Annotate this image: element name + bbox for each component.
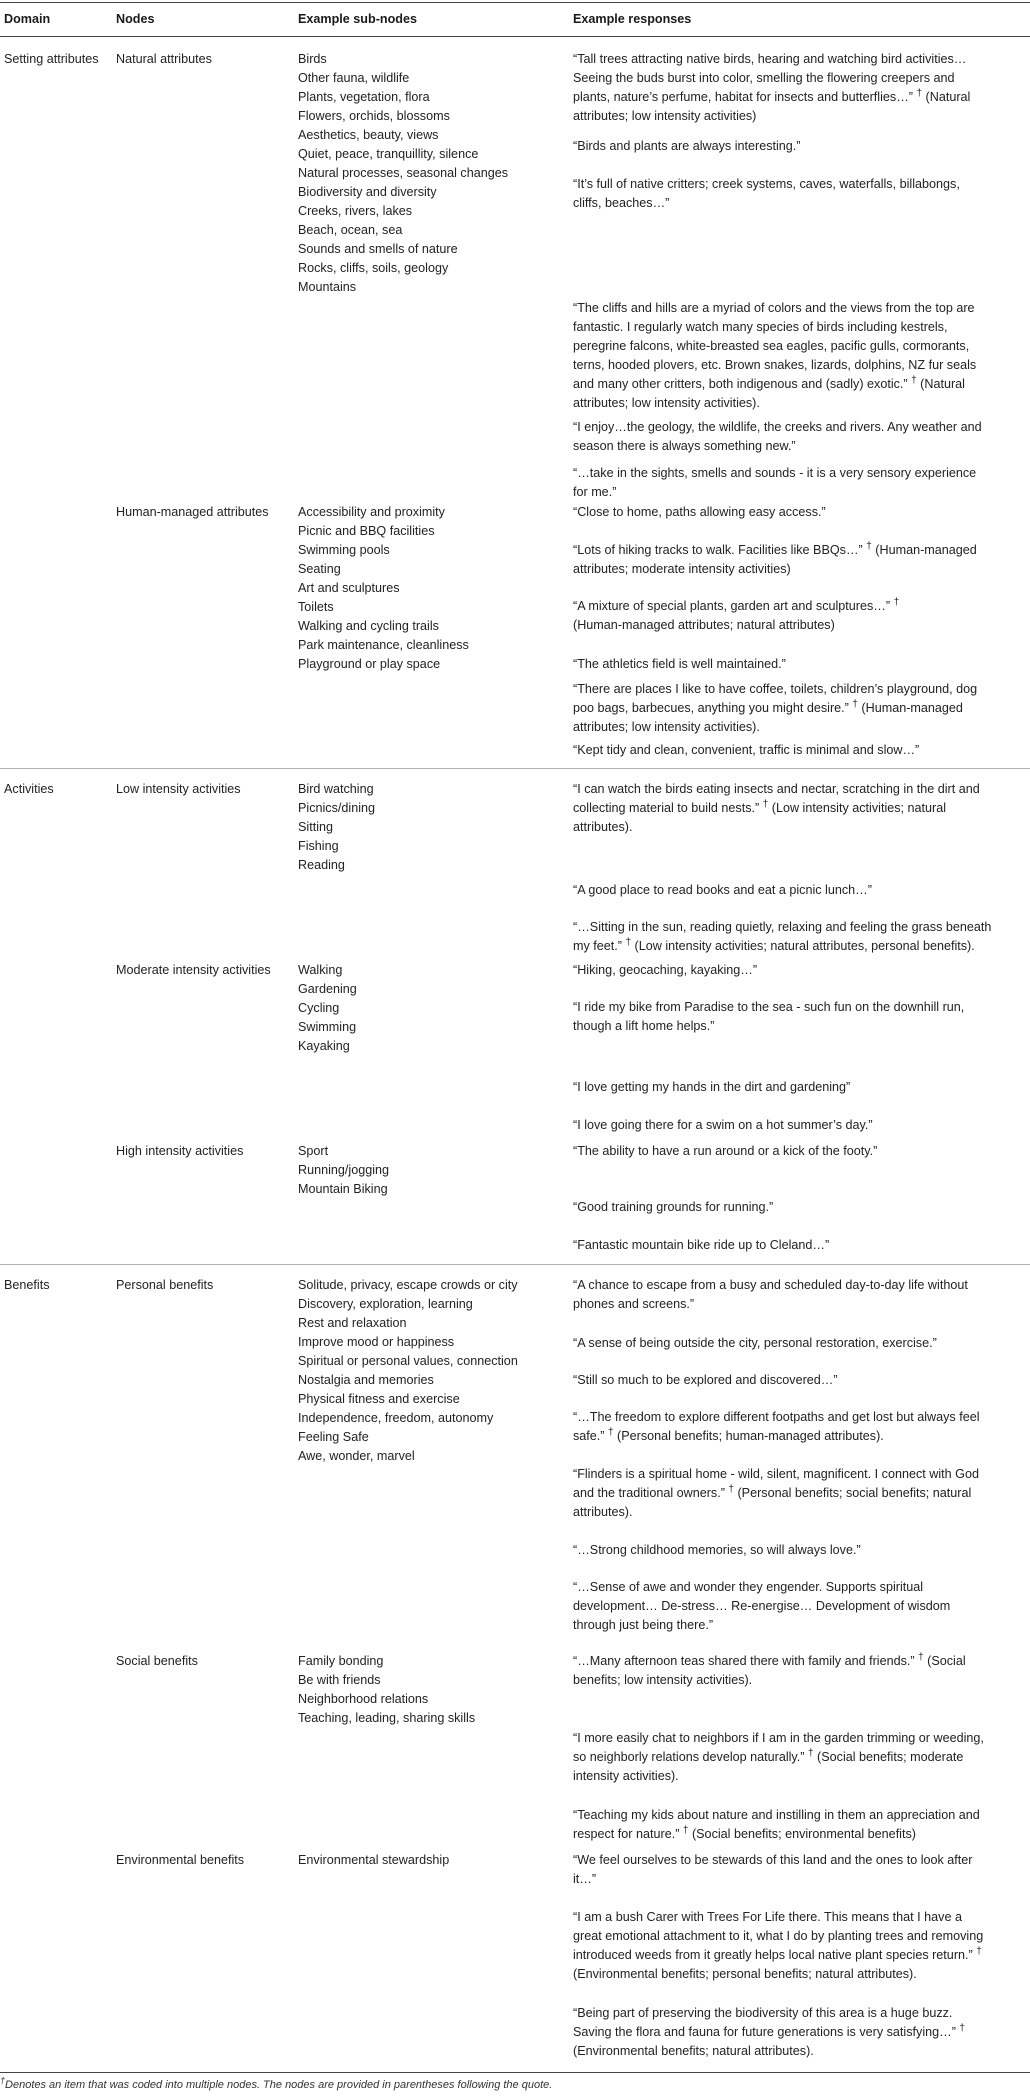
quote-line: poo bags, barbecues, anything you might desire.” † (Human-managed bbox=[573, 698, 963, 715]
response-quote bbox=[573, 50, 970, 126]
subnode-item: Improve mood or happiness bbox=[298, 1335, 455, 1349]
quote-line: intensity activities). bbox=[573, 1769, 679, 1783]
subnode-item: Flowers, orchids, blossoms bbox=[298, 109, 450, 123]
quote-line: “We feel ourselves to be stewards of this land and the ones to look after bbox=[573, 1853, 973, 1867]
header-domain: Domain bbox=[4, 12, 51, 26]
response-quote bbox=[573, 1116, 873, 1135]
quote-line: (Environmental benefits; personal benefits; natural attributes). bbox=[573, 1967, 917, 1981]
quote-line: benefits; low intensity activities). bbox=[573, 1673, 753, 1687]
response-quote bbox=[573, 541, 977, 579]
subnode-item: Plants, vegetation, flora bbox=[298, 90, 430, 104]
quote-line: attributes; low intensity activities). bbox=[573, 396, 760, 410]
response-quote bbox=[573, 780, 980, 837]
subnode-item: Running/jogging bbox=[298, 1163, 390, 1177]
quote-line: fantastic. I regularly watch many species of birds including kestrels, bbox=[573, 320, 948, 334]
header-bottom-rule bbox=[0, 36, 1030, 37]
subnode-item: Rocks, cliffs, soils, geology bbox=[298, 261, 449, 275]
subnode-item: Toilets bbox=[298, 600, 334, 614]
response-quote bbox=[573, 1408, 980, 1446]
quote-line: “I enjoy…the geology, the wildlife, the creeks and rivers. Any weather and bbox=[573, 420, 982, 434]
subnode-item: Swimming pools bbox=[298, 543, 390, 557]
subnode-item: Fishing bbox=[298, 839, 339, 853]
response-quote bbox=[573, 1236, 829, 1255]
response-quote bbox=[573, 299, 976, 413]
quote-line: “The ability to have a run around or a kick of the footy.” bbox=[573, 1144, 878, 1158]
subnode-item: Other fauna, wildlife bbox=[298, 71, 410, 85]
table-bottom-rule bbox=[0, 2072, 1030, 2073]
subnodes-list bbox=[298, 50, 508, 297]
subnode-item: Bird watching bbox=[298, 782, 374, 796]
response-quote bbox=[573, 961, 757, 980]
node-personal-benefits: Personal benefits bbox=[116, 1278, 214, 1292]
quote-line: “The athletics field is well maintained.” bbox=[573, 657, 786, 671]
subnode-item: Sitting bbox=[298, 820, 334, 834]
subnode-item: Creeks, rivers, lakes bbox=[298, 204, 413, 218]
quote-line: “Kept tidy and clean, convenient, traffic is minimal and slow…” bbox=[573, 743, 920, 757]
quote-line: plants, nature’s perfume, habitat for insects and butterflies…” † (Natural bbox=[573, 87, 971, 104]
quote-line: “…Many afternoon teas shared there with family and friends.” † (Social bbox=[573, 1651, 966, 1668]
response-quote bbox=[573, 1806, 980, 1844]
quote-line: and many other critters, both indigenous and (sadly) exotic.” † (Natural bbox=[573, 374, 965, 391]
response-quote bbox=[573, 1371, 838, 1390]
quote-line: “There are places I like to have coffee, toilets, children’s playground, dog bbox=[573, 682, 978, 696]
quote-line: so neighborly relations develop naturally.” † (Social benefits; moderate bbox=[573, 1747, 964, 1764]
quote-line: great emotional attachment to it, what I do by planting trees and removing bbox=[573, 1929, 984, 1943]
quote-line: season there is always something new.” bbox=[573, 439, 796, 453]
response-quote bbox=[573, 1541, 861, 1560]
subnode-item: Natural processes, seasonal changes bbox=[298, 166, 509, 180]
quote-line: for me.” bbox=[573, 485, 617, 499]
quote-line: though a lift home helps.” bbox=[573, 1019, 715, 1033]
subnode-item: Be with friends bbox=[298, 1673, 381, 1687]
subnode-item: Neighborhood relations bbox=[298, 1692, 429, 1706]
subnode-item: Picnic and BBQ facilities bbox=[298, 524, 435, 538]
quote-line: “A chance to escape from a busy and scheduled day-to-day life without bbox=[573, 1278, 968, 1292]
subnodes-list bbox=[298, 780, 375, 875]
quote-line: “Teaching my kids about nature and instilling in them an appreciation and bbox=[573, 1808, 980, 1822]
subnode-item: Awe, wonder, marvel bbox=[298, 1449, 415, 1463]
response-quote bbox=[573, 1142, 877, 1161]
subnode-item: Accessibility and proximity bbox=[298, 505, 445, 519]
quote-line: (Human-managed attributes; natural attributes) bbox=[573, 618, 835, 632]
quote-line: “Fantastic mountain bike ride up to Cleland…” bbox=[573, 1238, 830, 1252]
domain-setting-attributes: Setting attributes bbox=[4, 52, 99, 66]
subnode-item: Reading bbox=[298, 858, 345, 872]
response-quote bbox=[573, 998, 964, 1036]
node-high-intensity-activities: High intensity activities bbox=[116, 1144, 244, 1158]
response-quote bbox=[573, 1578, 950, 1635]
quote-line: “I ride my bike from Paradise to the sea - such fun on the downhill run, bbox=[573, 1000, 965, 1014]
quote-line: collecting material to build nests.” † (Low intensity activities; natural bbox=[573, 798, 947, 815]
quote-line: “The cliffs and hills are a myriad of colors and the views from the top are bbox=[573, 301, 975, 315]
quote-line: “I love going there for a swim on a hot summer’s day.” bbox=[573, 1118, 873, 1132]
response-quote bbox=[573, 1851, 973, 1889]
subnode-item: Nostalgia and memories bbox=[298, 1373, 434, 1387]
subnode-item: Birds bbox=[298, 52, 327, 66]
quote-line: terns, hooded plovers, etc. Brown snakes, lizards, dolphins, NZ fur seals bbox=[573, 358, 977, 372]
header-subnodes: Example sub-nodes bbox=[298, 12, 417, 26]
subnode-item: Quiet, peace, tranquillity, silence bbox=[298, 147, 479, 161]
quote-line: “I love getting my hands in the dirt and gardening” bbox=[573, 1080, 851, 1094]
subnodes-list bbox=[298, 961, 357, 1056]
subnode-item: Playground or play space bbox=[298, 657, 441, 671]
subnode-item: Mountains bbox=[298, 280, 357, 294]
subnode-item: Environmental stewardship bbox=[298, 1853, 450, 1867]
response-quote bbox=[573, 1078, 850, 1097]
quote-line: “Hiking, geocaching, kayaking…” bbox=[573, 963, 758, 977]
quote-line: “…Strong childhood memories, so will always love.” bbox=[573, 1543, 861, 1557]
quote-line: phones and screens.” bbox=[573, 1297, 695, 1311]
quote-line: through just being there.” bbox=[573, 1618, 714, 1632]
subnodes-list bbox=[298, 503, 469, 674]
quote-line: “Close to home, paths allowing easy access.” bbox=[573, 505, 826, 519]
quote-line: cliffs, beaches…” bbox=[573, 196, 670, 210]
subnodes-list bbox=[298, 1142, 389, 1199]
response-quote bbox=[573, 1652, 966, 1690]
subnode-item: Cycling bbox=[298, 1001, 340, 1015]
subnode-item: Spiritual or personal values, connection bbox=[298, 1354, 518, 1368]
subnode-item: Family bonding bbox=[298, 1654, 384, 1668]
response-quote bbox=[573, 655, 786, 674]
response-quote bbox=[573, 1729, 984, 1786]
footnote: †Denotes an item that was coded into multiple nodes. The nodes are provided in parentheses following the quote. bbox=[0, 2075, 553, 2091]
subnode-item: Seating bbox=[298, 562, 341, 576]
response-quote bbox=[573, 741, 919, 760]
subnode-item: Beach, ocean, sea bbox=[298, 223, 403, 237]
response-quote bbox=[573, 881, 872, 900]
quote-line: attributes). bbox=[573, 1505, 633, 1519]
node-environmental-benefits: Environmental benefits bbox=[116, 1853, 245, 1867]
quote-line: development… De-stress… Re-energise… Development of wisdom bbox=[573, 1599, 951, 1613]
quote-line: attributes; low intensity activities). bbox=[573, 720, 760, 734]
quote-line: “…Sense of awe and wonder they engender. Supports spiritual bbox=[573, 1580, 924, 1594]
response-quote bbox=[573, 1908, 983, 1984]
quote-line: introduced weeds from it greatly helps local native plant species return.” † bbox=[573, 1945, 982, 1962]
quote-line: “I am a bush Carer with Trees For Life there. This means that I have a bbox=[573, 1910, 962, 1924]
quote-line: “A sense of being outside the city, personal restoration, exercise.” bbox=[573, 1336, 937, 1350]
subnode-item: Swimming bbox=[298, 1020, 357, 1034]
subnodes-list bbox=[298, 1851, 449, 1870]
header-responses: Example responses bbox=[573, 12, 692, 26]
subnode-item: Gardening bbox=[298, 982, 357, 996]
subnode-item: Discovery, exploration, learning bbox=[298, 1297, 473, 1311]
quote-line: respect for nature.” † (Social benefits; environmental benefits) bbox=[573, 1824, 916, 1841]
quote-line: attributes; moderate intensity activities) bbox=[573, 562, 791, 576]
subnode-item: Teaching, leading, sharing skills bbox=[298, 1711, 476, 1725]
subnode-item: Walking bbox=[298, 963, 343, 977]
subnode-item: Physical fitness and exercise bbox=[298, 1392, 460, 1406]
quote-line: “A good place to read books and eat a picnic lunch…” bbox=[573, 883, 872, 897]
subnodes-list bbox=[298, 1276, 518, 1466]
subnode-item: Picnics/dining bbox=[298, 801, 376, 815]
section-divider bbox=[0, 768, 1030, 769]
response-quote bbox=[573, 1465, 979, 1522]
quote-line: “Flinders is a spiritual home - wild, silent, magnificent. I connect with God bbox=[573, 1467, 979, 1481]
subnode-item: Art and sculptures bbox=[298, 581, 400, 595]
quote-line: safe.” † (Personal benefits; human-managed attributes). bbox=[573, 1426, 884, 1443]
domain-benefits: Benefits bbox=[4, 1278, 50, 1292]
quote-line: “Birds and plants are always interesting.” bbox=[573, 139, 801, 153]
response-quote bbox=[573, 597, 899, 635]
section-divider bbox=[0, 1264, 1030, 1265]
quote-line: attributes; low intensity activities) bbox=[573, 109, 757, 123]
quote-line: peregrine falcons, white-breasted sea eagles, pacific gulls, cormorants, bbox=[573, 339, 970, 353]
subnode-item: Mountain Biking bbox=[298, 1182, 388, 1196]
subnode-item: Aesthetics, beauty, views bbox=[298, 128, 439, 142]
node-human-managed-attributes: Human-managed attributes bbox=[116, 505, 269, 519]
response-quote bbox=[573, 2004, 965, 2061]
quote-line: “Good training grounds for running.” bbox=[573, 1200, 774, 1214]
subnode-item: Park maintenance, cleanliness bbox=[298, 638, 469, 652]
quote-line: “…The freedom to explore different footpaths and get lost but always feel bbox=[573, 1410, 980, 1424]
subnode-item: Feeling Safe bbox=[298, 1430, 369, 1444]
subnode-item: Walking and cycling trails bbox=[298, 619, 439, 633]
response-quote bbox=[573, 1276, 968, 1314]
node-moderate-intensity-activities: Moderate intensity activities bbox=[116, 963, 271, 977]
table-top-rule bbox=[0, 2, 1030, 3]
response-quote bbox=[573, 175, 960, 213]
response-quote bbox=[573, 918, 991, 956]
quote-line: Saving the flora and fauna for future generations is very satisfying…” † bbox=[573, 2022, 965, 2039]
subnodes-list bbox=[298, 1652, 475, 1728]
domain-activities: Activities bbox=[4, 782, 54, 796]
response-quote bbox=[573, 418, 982, 456]
quote-line: “Still so much to be explored and discovered…” bbox=[573, 1373, 838, 1387]
subnode-item: Rest and relaxation bbox=[298, 1316, 407, 1330]
quote-line: “Tall trees attracting native birds, hearing and watching bird activities… bbox=[573, 52, 967, 66]
quote-line: “I can watch the birds eating insects and nectar, scratching in the dirt and bbox=[573, 782, 980, 796]
response-quote bbox=[573, 1198, 773, 1217]
quote-line: attributes). bbox=[573, 820, 633, 834]
subnode-item: Biodiversity and diversity bbox=[298, 185, 437, 199]
node-social-benefits: Social benefits bbox=[116, 1654, 198, 1668]
quote-line: it…” bbox=[573, 1872, 597, 1886]
subnode-item: Independence, freedom, autonomy bbox=[298, 1411, 494, 1425]
response-quote bbox=[573, 464, 976, 502]
subnode-item: Kayaking bbox=[298, 1039, 350, 1053]
quote-line: (Environmental benefits; natural attributes). bbox=[573, 2044, 814, 2058]
quote-line: “It’s full of native critters; creek systems, caves, waterfalls, billabongs, bbox=[573, 177, 960, 191]
response-quote bbox=[573, 1334, 937, 1353]
node-natural-attributes: Natural attributes bbox=[116, 52, 212, 66]
quote-line: Seeing the buds burst into color, smelling the flowering creepers and bbox=[573, 71, 955, 85]
quote-line: and the traditional owners.” † (Personal benefits; social benefits; natural bbox=[573, 1483, 972, 1500]
subnode-item: Sounds and smells of nature bbox=[298, 242, 458, 256]
quote-line: “I more easily chat to neighbors if I am in the garden trimming or weeding, bbox=[573, 1731, 984, 1745]
response-quote bbox=[573, 680, 977, 737]
subnode-item: Sport bbox=[298, 1144, 329, 1158]
quote-line: “…Sitting in the sun, reading quietly, relaxing and feeling the grass beneath bbox=[573, 920, 992, 934]
quote-line: my feet.” † (Low intensity activities; natural attributes, personal benefits). bbox=[573, 936, 975, 953]
quote-line: “Being part of preserving the biodiversity of this area is a huge buzz. bbox=[573, 2006, 953, 2020]
node-low-intensity-activities: Low intensity activities bbox=[116, 782, 241, 796]
quote-line: “Lots of hiking tracks to walk. Facilities like BBQs…” † (Human-managed bbox=[573, 540, 977, 557]
response-quote bbox=[573, 137, 801, 156]
quote-line: “A mixture of special plants, garden art and sculptures…” † bbox=[573, 596, 900, 613]
subnode-item: Solitude, privacy, escape crowds or city bbox=[298, 1278, 518, 1292]
quote-line: “…take in the sights, smells and sounds - it is a very sensory experience bbox=[573, 466, 977, 480]
header-nodes: Nodes bbox=[116, 12, 155, 26]
response-quote bbox=[573, 503, 826, 522]
